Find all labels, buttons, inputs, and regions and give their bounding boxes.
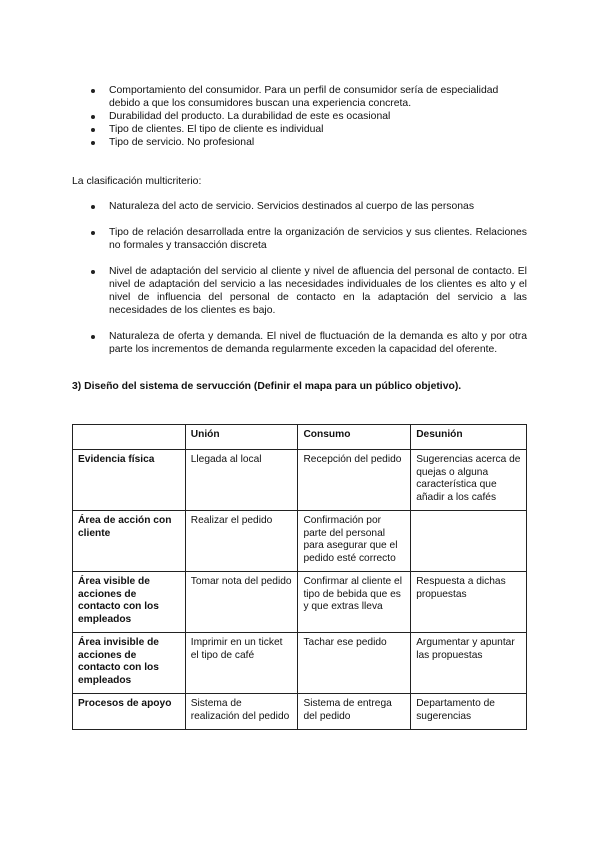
table-row [73,450,527,511]
table-row [73,694,527,730]
table-header-row [73,425,527,450]
multicriteria-bullet-list [72,200,527,369]
row-header-cell: Área de acción con cliente [73,511,186,572]
list-item: Comportamiento del consumidor. Para un perfil de consumidor sería de especialidad debido a que los consumidores buscan una experiencia concreta. [72,84,527,110]
table-cell [411,511,527,572]
table-row [73,633,527,694]
table-cell: Realizar el pedido [185,511,298,572]
header-cell-desunion: Desunión [411,425,527,450]
header-cell-union: Unión [185,425,298,450]
list-item: Nivel de adaptación del servicio al cliente y nivel de afluencia del personal de contacto. El nivel de adaptación del servicio a las necesidades individuales de los clientes es alto y el nivel de influencia del personal de contacto en la adaptación del servicio a las necesidades de los clientes es bajo. [72,265,527,317]
list-item: Tipo de clientes. El tipo de cliente es individual [72,123,527,136]
table-cell: Llegada al local [185,450,298,511]
list-item: Durabilidad del producto. La durabilidad de este es ocasional [72,110,527,123]
table-cell: Respuesta a dichas propuestas [411,572,527,633]
table-cell: Sistema de entrega del pedido [298,694,411,730]
list-item: Tipo de relación desarrollada entre la organización de servicios y sus clientes. Relaciones no formales y transacción discreta [72,226,527,252]
table-row [73,511,527,572]
list-item: Naturaleza de oferta y demanda. El nivel de fluctuación de la demanda es alto y por otra parte los incrementos de demanda regularmente exceden la capacidad del oferente. [72,330,527,356]
table-cell: Recepción del pedido [298,450,411,511]
table-cell: Tomar nota del pedido [185,572,298,633]
table-cell: Sugerencias acerca de quejas o alguna característica que añadir a los cafés [411,450,527,511]
row-header-cell: Evidencia física [73,450,186,511]
row-header-cell: Procesos de apoyo [73,694,186,730]
multicriteria-intro: La clasificación multicriterio: [72,176,202,187]
section-heading: 3) Diseño del sistema de servucción (Definir el mapa para un público objetivo). [72,381,462,392]
header-cell-empty [73,425,186,450]
table-cell: Tachar ese pedido [298,633,411,694]
table-cell: Sistema de realización del pedido [185,694,298,730]
list-item: Tipo de servicio. No profesional [72,136,527,149]
top-bullet-list [72,84,527,149]
table-row [73,572,527,633]
table-cell: Imprimir en un ticket el tipo de café [185,633,298,694]
row-header-cell: Área visible de acciones de contacto con los empleados [73,572,186,633]
table-cell: Departamento de sugerencias [411,694,527,730]
table-cell: Argumentar y apuntar las propuestas [411,633,527,694]
servuction-map-table [72,424,527,730]
table-cell: Confirmación por parte del personal para asegurar que el pedido esté correcto [298,511,411,572]
list-item: Naturaleza del acto de servicio. Servicios destinados al cuerpo de las personas [72,200,527,213]
table-cell: Confirmar al cliente el tipo de bebida que es y que extras lleva [298,572,411,633]
row-header-cell: Área invisible de acciones de contacto con los empleados [73,633,186,694]
header-cell-consumo: Consumo [298,425,411,450]
